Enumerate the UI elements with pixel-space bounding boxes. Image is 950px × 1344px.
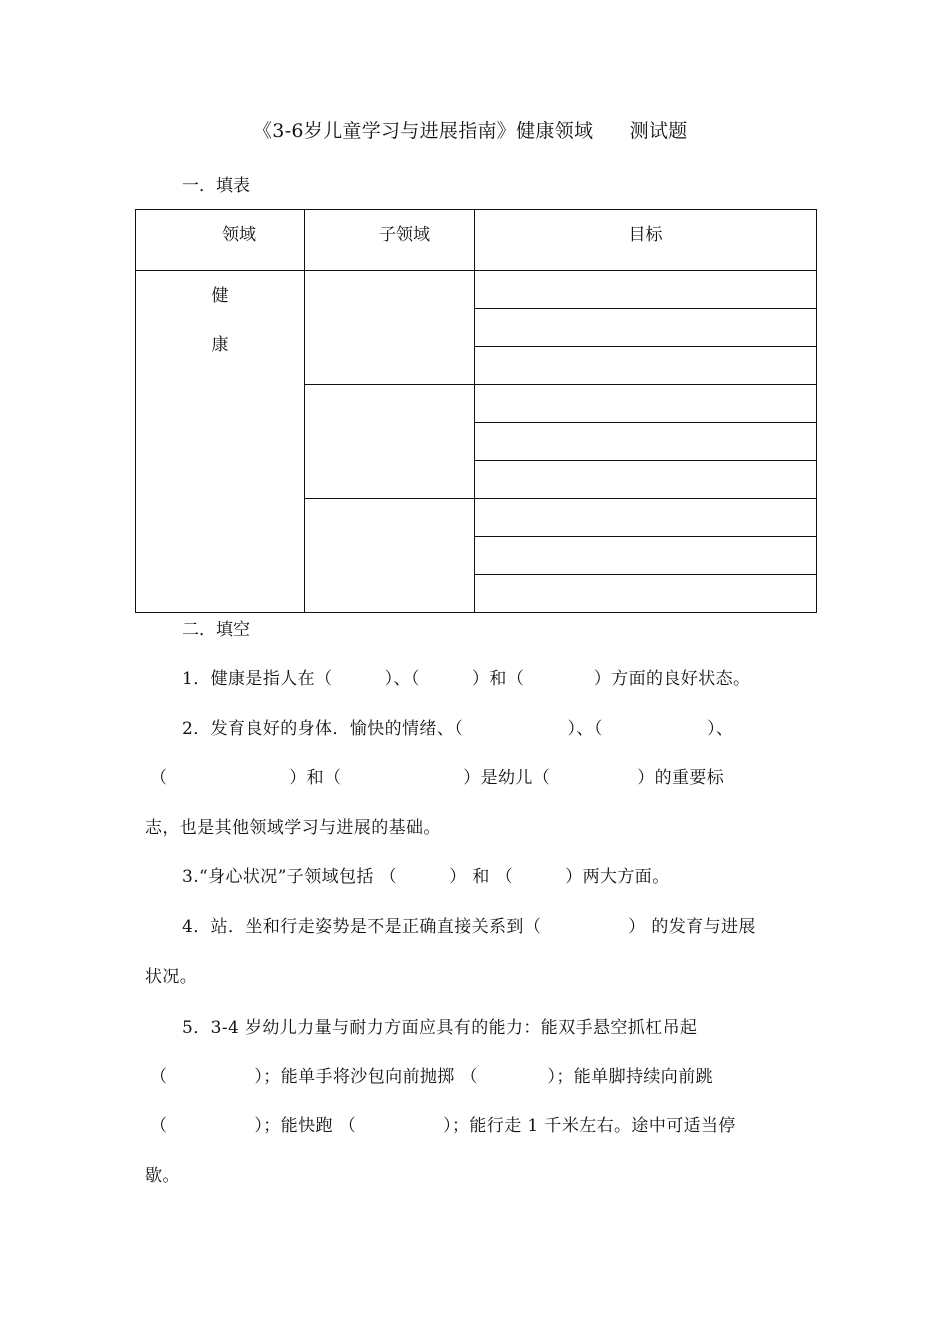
goal-cell[interactable]	[475, 271, 817, 309]
question-5-line-2: （ ）；能单手将沙包向前抛掷 （ ）；能单脚持续向前跳	[150, 1067, 714, 1087]
domain-cell	[136, 271, 305, 613]
fill-in-table	[135, 209, 817, 613]
goal-cell[interactable]	[475, 499, 817, 537]
section-fill-blank-heading: 二．填空	[182, 620, 250, 640]
question-5-line-3: （ ）；能快跑 （ ）；能行走 1 千米左右。途中可适当停	[150, 1116, 736, 1136]
question-2-line-2: （ ）和（ ）是幼儿（ ）的重要标	[150, 768, 725, 788]
domain-char-1: 健	[211, 286, 229, 306]
title-main: 《3-6岁儿童学习与进展指南》健康领域	[253, 120, 594, 142]
goal-cell[interactable]	[475, 309, 817, 347]
goal-cell[interactable]	[475, 575, 817, 613]
subdomain-cell-3[interactable]	[305, 499, 475, 613]
table-header-row	[136, 210, 817, 271]
goal-cell[interactable]	[475, 537, 817, 575]
goal-cell[interactable]	[475, 461, 817, 499]
question-4-line-2: 状况。	[145, 967, 198, 987]
goal-cell[interactable]	[475, 347, 817, 385]
title-suffix: 测试题	[629, 120, 688, 142]
question-3: 3.“身心状况”子领域包括 （ ） 和 （ ）两大方面。	[182, 867, 670, 887]
question-1: 1．健康是指人在（ ）、（ ）和（ ）方面的良好状态。	[182, 669, 751, 689]
page-title	[253, 116, 688, 143]
header-goal: 目标	[475, 210, 817, 271]
question-2-line-3: 志，也是其他领域学习与进展的基础。	[145, 818, 441, 838]
subdomain-cell-2[interactable]	[305, 385, 475, 499]
goal-cell[interactable]	[475, 385, 817, 423]
domain-char-2: 康	[211, 335, 229, 355]
subdomain-cell-1[interactable]	[305, 271, 475, 385]
header-subdomain: 子领域	[305, 210, 475, 271]
goal-cell[interactable]	[475, 423, 817, 461]
section-fill-table-heading: 一．填表	[182, 176, 250, 196]
question-4-line-1: 4．站．坐和行走姿势是不是正确直接关系到（ ） 的发育与进展	[182, 917, 756, 937]
question-5-line-1: 5．3-4 岁幼儿力量与耐力方面应具有的能力：能双手悬空抓杠吊起	[182, 1018, 698, 1038]
question-2-line-1: 2．发育良好的身体．愉快的情绪、（ ）、（ ）、	[182, 719, 734, 739]
question-5-line-4: 歇。	[145, 1166, 180, 1186]
header-domain: 领域	[136, 210, 305, 271]
